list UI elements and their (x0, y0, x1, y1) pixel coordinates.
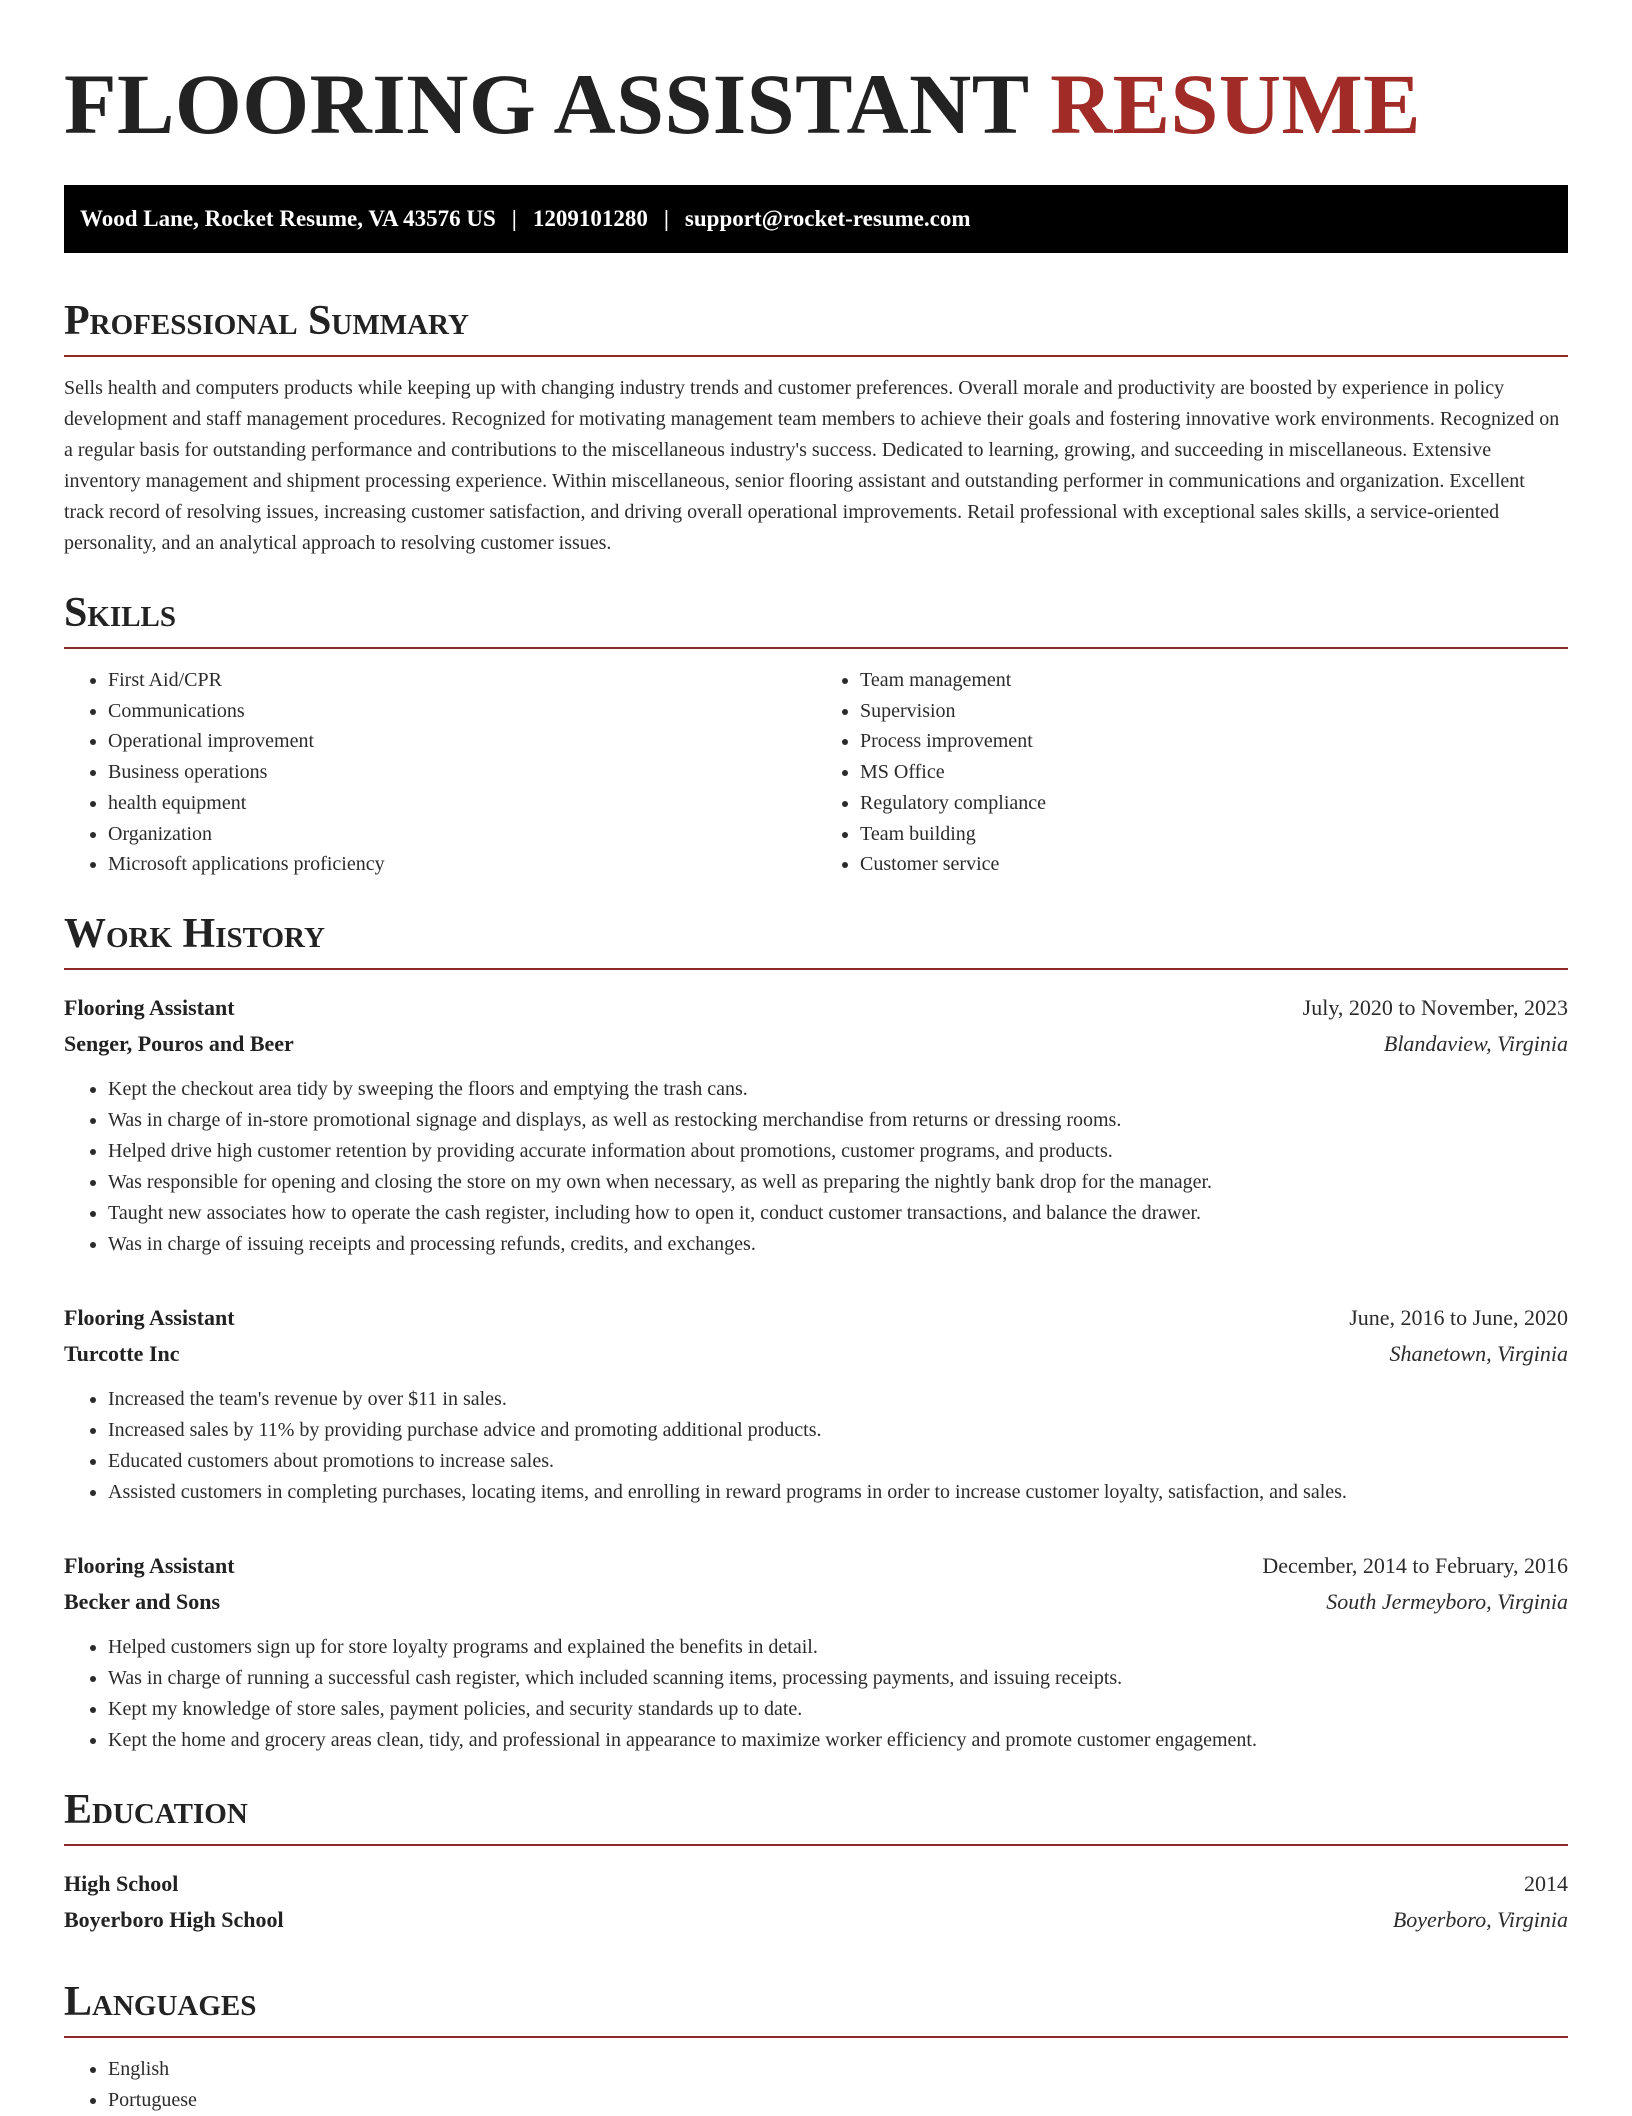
job-location: Blandaview, Virginia (1383, 1030, 1568, 1056)
job-entry (64, 1300, 1568, 1508)
job-company-row (64, 1336, 1568, 1372)
job-bullet: • Helped drive high customer retention by providing accurate information about promotions, customer programs, and products. (108, 1136, 1568, 1167)
contact-separator: | (511, 206, 517, 231)
education-school-row (64, 1902, 1568, 1938)
skill-item: • Customer service (860, 849, 1568, 880)
job-company: Becker and Sons (64, 1588, 221, 1614)
title-accent: RESUME (1050, 56, 1422, 152)
job-title: Flooring Assistant (64, 1304, 235, 1330)
education-section (64, 1786, 1568, 1938)
skills-column-left (64, 665, 816, 880)
skill-item: • Operational improvement (108, 726, 816, 757)
summary-section (64, 297, 1568, 559)
summary-text: Sells health and computers products while keeping up with changing industry trends and customer preferences. Overall morale and productivity are boosted by experience in policy development and staff management procedures. Recognized for motivating management team members to achieve their goals and fostering innovative work environments. Recognized on a regular basis for outstanding performance and contributions to the miscellaneous industry's success. Dedicated to learning, growing, and succeeding in miscellaneous. Extensive inventory management and shipment processing experience. Within miscellaneous, senior flooring assistant and outstanding performer in communications and organization. Excellent track record of resolving issues, increasing customer satisfaction, and driving overall operational improvements. Retail professional with exceptional sales skills, a service-oriented personality, and an analytical approach to resolving customer issues. (64, 377, 1560, 554)
job-header-row (64, 990, 1568, 1026)
skill-item: • Microsoft applications proficiency (108, 849, 816, 880)
education-year: 2014 (1524, 1870, 1568, 1896)
education-entry (64, 1866, 1568, 1938)
skill-item: • Process improvement (860, 726, 1568, 757)
job-bullet: • Increased the team's revenue by over $11 in sales. (108, 1384, 1568, 1415)
job-bullet: • Kept the checkout area tidy by sweeping the floors and emptying the trash cans. (108, 1074, 1568, 1105)
skills-grid (64, 665, 1568, 880)
job-location: Shanetown, Virginia (1389, 1340, 1568, 1366)
skills-section (64, 589, 1568, 880)
education-school: Boyerboro High School (64, 1906, 284, 1932)
job-company-row (64, 1026, 1568, 1062)
job-bullet: • Was in charge of issuing receipts and processing refunds, credits, and exchanges. (108, 1229, 1568, 1260)
education-degree: High School (64, 1870, 179, 1896)
job-header-row (64, 1300, 1568, 1336)
language-item: • English (108, 2054, 1568, 2085)
title-main: FLOORING ASSISTANT (64, 56, 1029, 152)
job-bullet: • Taught new associates how to operate the cash register, including how to open it, conduct customer transactions, and balance the drawer. (108, 1198, 1568, 1229)
skill-item: • Team management (860, 665, 1568, 696)
skills-heading: Skills (64, 589, 1568, 649)
work-history-section (64, 910, 1568, 1756)
job-bullet: • Educated customers about promotions to increase sales. (108, 1446, 1568, 1477)
job-title: Flooring Assistant (64, 994, 235, 1020)
contact-separator: | (663, 206, 669, 231)
contact-phone: 1209101280 (532, 206, 648, 231)
job-bullet: • Kept the home and grocery areas clean, tidy, and professional in appearance to maximize worker efficiency and promote customer engagement. (108, 1725, 1568, 1756)
contact-address: Wood Lane, Rocket Resume, VA 43576 US (80, 206, 496, 231)
skill-item: • Business operations (108, 757, 816, 788)
skill-item: • MS Office (860, 757, 1568, 788)
job-bullet: • Was in charge of in-store promotional signage and displays, as well as restocking merchandise from returns or dressing rooms. (108, 1105, 1568, 1136)
job-bullet: • Was in charge of running a successful cash register, which included scanning items, processing payments, and issuing receipts. (108, 1663, 1568, 1694)
job-dates: June, 2016 to June, 2020 (1349, 1304, 1568, 1330)
contact-email: support@rocket-resume.com (684, 206, 971, 231)
contact-bar (64, 185, 1568, 253)
education-location: Boyerboro, Virginia (1392, 1906, 1568, 1932)
languages-section (64, 1978, 1568, 2116)
skill-item: • Communications (108, 696, 816, 727)
languages-heading: Languages (64, 1978, 1568, 2038)
education-degree-row (64, 1866, 1568, 1902)
job-title: Flooring Assistant (64, 1552, 235, 1578)
job-bullets (64, 1384, 1568, 1508)
job-company: Turcotte Inc (64, 1340, 180, 1366)
job-location: South Jermeyboro, Virginia (1326, 1588, 1568, 1614)
work-history-heading: Work History (64, 910, 1568, 970)
skill-item: • Supervision (860, 696, 1568, 727)
job-entry (64, 990, 1568, 1260)
summary-heading: Professional Summary (64, 297, 1568, 357)
job-bullet: • Kept my knowledge of store sales, payment policies, and security standards up to date. (108, 1694, 1568, 1725)
job-bullet: • Increased sales by 11% by providing purchase advice and promoting additional products. (108, 1415, 1568, 1446)
job-company: Senger, Pouros and Beer (64, 1030, 294, 1056)
languages-list (64, 2054, 1568, 2116)
job-bullet: • Assisted customers in completing purchases, locating items, and enrolling in reward programs in order to increase customer loyalty, satisfaction, and sales. (108, 1477, 1568, 1508)
job-entry (64, 1548, 1568, 1756)
education-heading: Education (64, 1786, 1568, 1846)
job-bullet: • Was responsible for opening and closing the store on my own when necessary, as well as preparing the nightly bank drop for the manager. (108, 1167, 1568, 1198)
resume-title (64, 58, 1568, 150)
skill-item: • Organization (108, 819, 816, 850)
job-bullets (64, 1074, 1568, 1260)
job-dates: December, 2014 to February, 2016 (1262, 1552, 1568, 1578)
language-item: • Portuguese (108, 2085, 1568, 2116)
job-company-row (64, 1584, 1568, 1620)
job-header-row (64, 1548, 1568, 1584)
job-dates: July, 2020 to November, 2023 (1302, 994, 1568, 1020)
job-bullet: • Helped customers sign up for store loyalty programs and explained the benefits in detail. (108, 1632, 1568, 1663)
skill-item: • Team building (860, 819, 1568, 850)
skills-column-right (816, 665, 1568, 880)
skill-item: • health equipment (108, 788, 816, 819)
job-bullets (64, 1632, 1568, 1756)
skill-item: • Regulatory compliance (860, 788, 1568, 819)
skill-item: • First Aid/CPR (108, 665, 816, 696)
